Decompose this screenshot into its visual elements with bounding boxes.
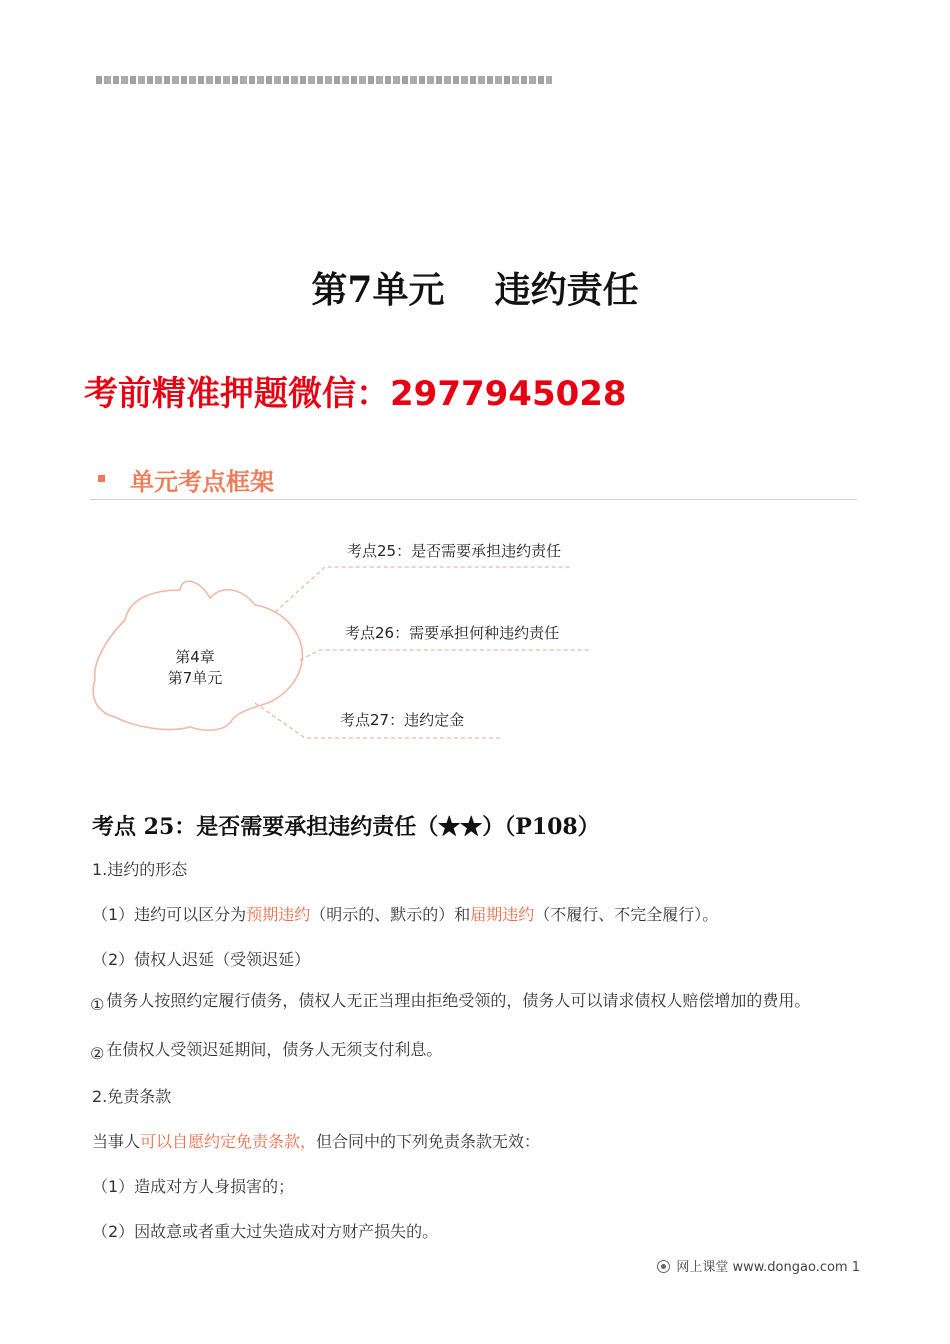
kp25-p2-text-a: （1）违约可以区分为 [92,905,247,924]
page-footer [657,1256,860,1275]
mindmap-branch-1: 考点25：是否需要承担违约责任 [347,542,562,560]
mindmap-center-line2: 第7单元 [167,669,223,687]
promo-banner: 考前精准押题微信：2977945028 [84,374,627,414]
unit-title: 第7单元 违约责任 [311,269,639,311]
kp25-p2 [92,902,718,925]
kp25-p1: 1.违约的形态 [92,860,188,879]
kp25-p5-text: 在债权人受领迟延期间，债务人无须支付利息。 [106,1040,443,1059]
kp25-p7-highlight: 可以自愿约定免责条款， [140,1132,317,1151]
kp25-p4 [90,988,811,1014]
mindmap-branch-3: 考点27：违约定金 [340,711,465,729]
kp25-p9: （2）因故意或者重大过失造成对方财产损失的。 [92,1222,439,1241]
kp25-p2-text-c: （明示的、默示的）和 [310,905,471,924]
kp25-p2-highlight-1: 预期违约 [246,905,311,924]
kp25-p6: 2.免责条款 [92,1087,172,1106]
kp25-p7-text-a: 当事人 [92,1132,141,1151]
kp25-p2-text-e: （不履行、不完全履行）。 [534,905,719,924]
mindmap-center-line1: 第4章 [175,648,215,666]
footer-text: 网上课堂 www.dongao.com 1 [676,1260,860,1275]
kp25-p7-text-c: 但合同中的下列免责条款无效： [316,1132,541,1151]
section-heading: 单元考点框架 [130,468,274,496]
kp25-p3: （2）债权人迟延（受领迟延） [92,950,311,969]
site-logo-icon [657,1260,670,1273]
kp25-p7 [92,1129,540,1152]
section-divider [90,499,857,500]
mindmap-branch-2: 考点26：需要承担何种违约责任 [345,624,560,642]
kp25-p5 [90,1037,443,1063]
section-bullet-icon [98,475,105,482]
kp25-p2-highlight-2: 届期违约 [470,905,535,924]
mindmap [0,520,950,750]
kp25-p4-mark: ① [90,995,105,1014]
kp25-p8: （1）造成对方人身损害的； [92,1177,295,1196]
kp25-heading: 考点 25：是否需要承担违约责任（★★）（P108） [92,814,600,840]
kp25-p4-text: 债务人按照约定履行债务，债权人无正当理由拒绝受领的，债务人可以请求债权人赔偿增加的费用。 [106,991,811,1010]
kp25-p5-mark: ② [90,1044,105,1063]
header-running-text [96,76,552,84]
